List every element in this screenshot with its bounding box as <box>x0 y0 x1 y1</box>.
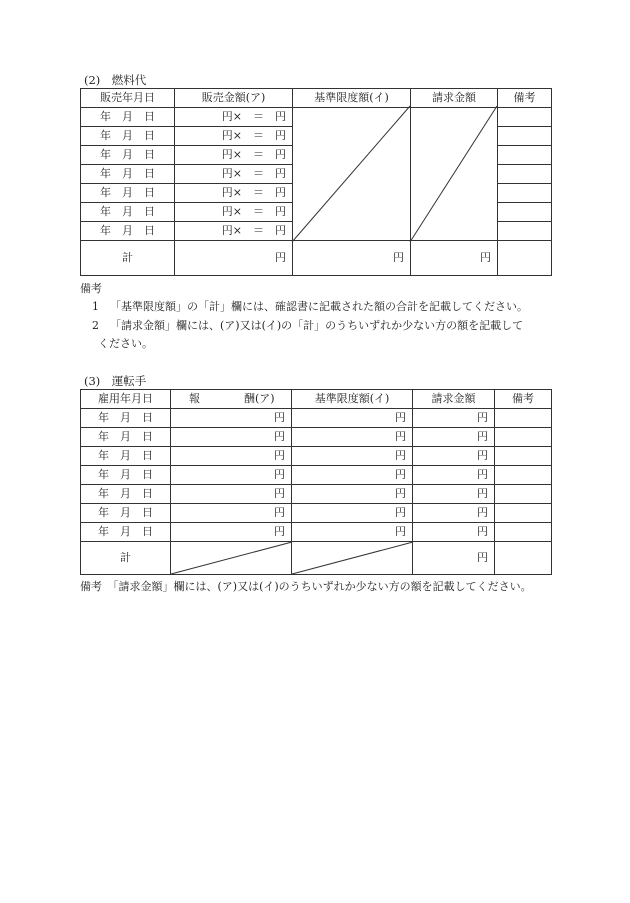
fuel-amount-cell[interactable]: 円× ＝ 円 <box>175 146 293 165</box>
fuel-note-2-cont: ください。 <box>98 337 153 350</box>
table-row <box>81 485 552 504</box>
table-row <box>81 447 552 466</box>
driver-total-pay <box>171 542 292 575</box>
fuel-remarks-cell[interactable] <box>498 184 552 203</box>
driver-header-pay-2: 酬(ア) <box>244 392 275 405</box>
fuel-header-row <box>81 89 552 108</box>
table-row <box>81 466 552 485</box>
driver-table <box>80 389 552 575</box>
driver-total-label: 計 <box>81 542 171 575</box>
driver-claim-cell[interactable]: 円 <box>413 409 495 428</box>
fuel-remarks-cell[interactable] <box>498 146 552 165</box>
fuel-remarks-cell[interactable] <box>498 203 552 222</box>
fuel-remarks-cell[interactable] <box>498 165 552 184</box>
driver-limit-cell[interactable]: 円 <box>292 409 413 428</box>
driver-claim-cell[interactable]: 円 <box>413 523 495 542</box>
fuel-date-cell[interactable]: 年 月 日 <box>81 127 175 146</box>
driver-section-title: (3) 運転手 <box>84 374 147 388</box>
driver-claim-cell[interactable]: 円 <box>413 504 495 523</box>
driver-pay-cell[interactable]: 円 <box>171 523 292 542</box>
fuel-amount-cell[interactable]: 円× ＝ 円 <box>175 108 293 127</box>
fuel-header-remarks: 備考 <box>498 89 552 108</box>
fuel-header-amount: 販売金額(ア) <box>175 89 293 108</box>
table-row <box>81 523 552 542</box>
driver-remarks-cell[interactable] <box>495 428 552 447</box>
fuel-total-amount[interactable]: 円 <box>175 241 293 276</box>
driver-remarks-cell[interactable] <box>495 447 552 466</box>
fuel-amount-cell[interactable]: 円× ＝ 円 <box>175 203 293 222</box>
driver-total-remarks[interactable] <box>495 542 552 575</box>
driver-remarks-cell[interactable] <box>495 504 552 523</box>
fuel-total-row <box>81 241 552 276</box>
fuel-notes-heading: 備考 <box>80 282 102 295</box>
table-row <box>81 108 552 127</box>
driver-date-cell[interactable]: 年 月 日 <box>81 504 171 523</box>
fuel-date-cell[interactable]: 年 月 日 <box>81 222 175 241</box>
driver-pay-cell[interactable]: 円 <box>171 485 292 504</box>
table-row <box>81 504 552 523</box>
fuel-date-cell[interactable]: 年 月 日 <box>81 165 175 184</box>
fuel-date-cell[interactable]: 年 月 日 <box>81 203 175 222</box>
driver-pay-cell[interactable]: 円 <box>171 504 292 523</box>
table-row <box>81 409 552 428</box>
fuel-note-1-num: 1 <box>92 300 99 313</box>
driver-header-claim: 請求金額 <box>413 390 495 409</box>
fuel-total-limit[interactable]: 円 <box>293 241 411 276</box>
driver-header-date: 雇用年月日 <box>81 390 171 409</box>
driver-claim-cell[interactable]: 円 <box>413 428 495 447</box>
table-row <box>81 428 552 447</box>
fuel-note-2-num: 2 <box>92 319 99 332</box>
fuel-amount-cell[interactable]: 円× ＝ 円 <box>175 127 293 146</box>
driver-limit-cell[interactable]: 円 <box>292 523 413 542</box>
fuel-table <box>80 88 552 276</box>
driver-limit-cell[interactable]: 円 <box>292 466 413 485</box>
fuel-total-claim[interactable]: 円 <box>411 241 498 276</box>
driver-claim-cell[interactable]: 円 <box>413 485 495 504</box>
fuel-amount-cell[interactable]: 円× ＝ 円 <box>175 222 293 241</box>
driver-remarks-cell[interactable] <box>495 409 552 428</box>
driver-date-cell[interactable]: 年 月 日 <box>81 409 171 428</box>
driver-header-row <box>81 390 552 409</box>
driver-claim-cell[interactable]: 円 <box>413 447 495 466</box>
fuel-date-cell[interactable]: 年 月 日 <box>81 184 175 203</box>
driver-header-pay <box>171 390 292 409</box>
driver-total-limit <box>292 542 413 575</box>
driver-date-cell[interactable]: 年 月 日 <box>81 466 171 485</box>
driver-remarks-cell[interactable] <box>495 466 552 485</box>
driver-pay-cell[interactable]: 円 <box>171 466 292 485</box>
driver-limit-cell[interactable]: 円 <box>292 447 413 466</box>
driver-remarks-cell[interactable] <box>495 485 552 504</box>
driver-date-cell[interactable]: 年 月 日 <box>81 428 171 447</box>
fuel-header-limit: 基準限度額(イ) <box>293 89 411 108</box>
driver-date-cell[interactable]: 年 月 日 <box>81 523 171 542</box>
driver-limit-cell[interactable]: 円 <box>292 485 413 504</box>
fuel-note-1-text: 「基準限度額」の「計」欄には、確認書に記載された額の合計を記載してください。 <box>110 300 528 313</box>
driver-remarks-cell[interactable] <box>495 523 552 542</box>
fuel-date-cell[interactable]: 年 月 日 <box>81 108 175 127</box>
driver-limit-cell[interactable]: 円 <box>292 504 413 523</box>
fuel-note-2-text: 「請求金額」欄には、(ア)又は(イ)の「計」のうちいずれか少ない方の額を記載して <box>110 319 524 332</box>
fuel-total-remarks[interactable] <box>498 241 552 276</box>
driver-date-cell[interactable]: 年 月 日 <box>81 485 171 504</box>
fuel-date-cell[interactable]: 年 月 日 <box>81 146 175 165</box>
driver-pay-cell[interactable]: 円 <box>171 409 292 428</box>
driver-total-claim[interactable]: 円 <box>413 542 495 575</box>
fuel-amount-cell[interactable]: 円× ＝ 円 <box>175 184 293 203</box>
fuel-section-title: (2) 燃料代 <box>84 73 147 87</box>
fuel-remarks-cell[interactable] <box>498 127 552 146</box>
fuel-header-date: 販売年月日 <box>81 89 175 108</box>
fuel-remarks-cell[interactable] <box>498 108 552 127</box>
driver-header-pay-1: 報 <box>189 392 200 405</box>
fuel-total-label: 計 <box>81 241 175 276</box>
driver-note: 備考 「請求金額」欄には、(ア)又は(イ)のうちいずれか少ない方の額を記載してください。 <box>80 580 532 593</box>
fuel-claim-merged-cell <box>411 108 498 241</box>
driver-pay-cell[interactable]: 円 <box>171 447 292 466</box>
driver-date-cell[interactable]: 年 月 日 <box>81 447 171 466</box>
driver-total-row <box>81 542 552 575</box>
driver-claim-cell[interactable]: 円 <box>413 466 495 485</box>
fuel-amount-cell[interactable]: 円× ＝ 円 <box>175 165 293 184</box>
fuel-limit-merged-cell <box>293 108 411 241</box>
driver-limit-cell[interactable]: 円 <box>292 428 413 447</box>
driver-header-remarks: 備考 <box>495 390 552 409</box>
fuel-header-claim: 請求金額 <box>411 89 498 108</box>
driver-header-limit: 基準限度額(イ) <box>292 390 413 409</box>
driver-pay-cell[interactable]: 円 <box>171 428 292 447</box>
fuel-remarks-cell[interactable] <box>498 222 552 241</box>
